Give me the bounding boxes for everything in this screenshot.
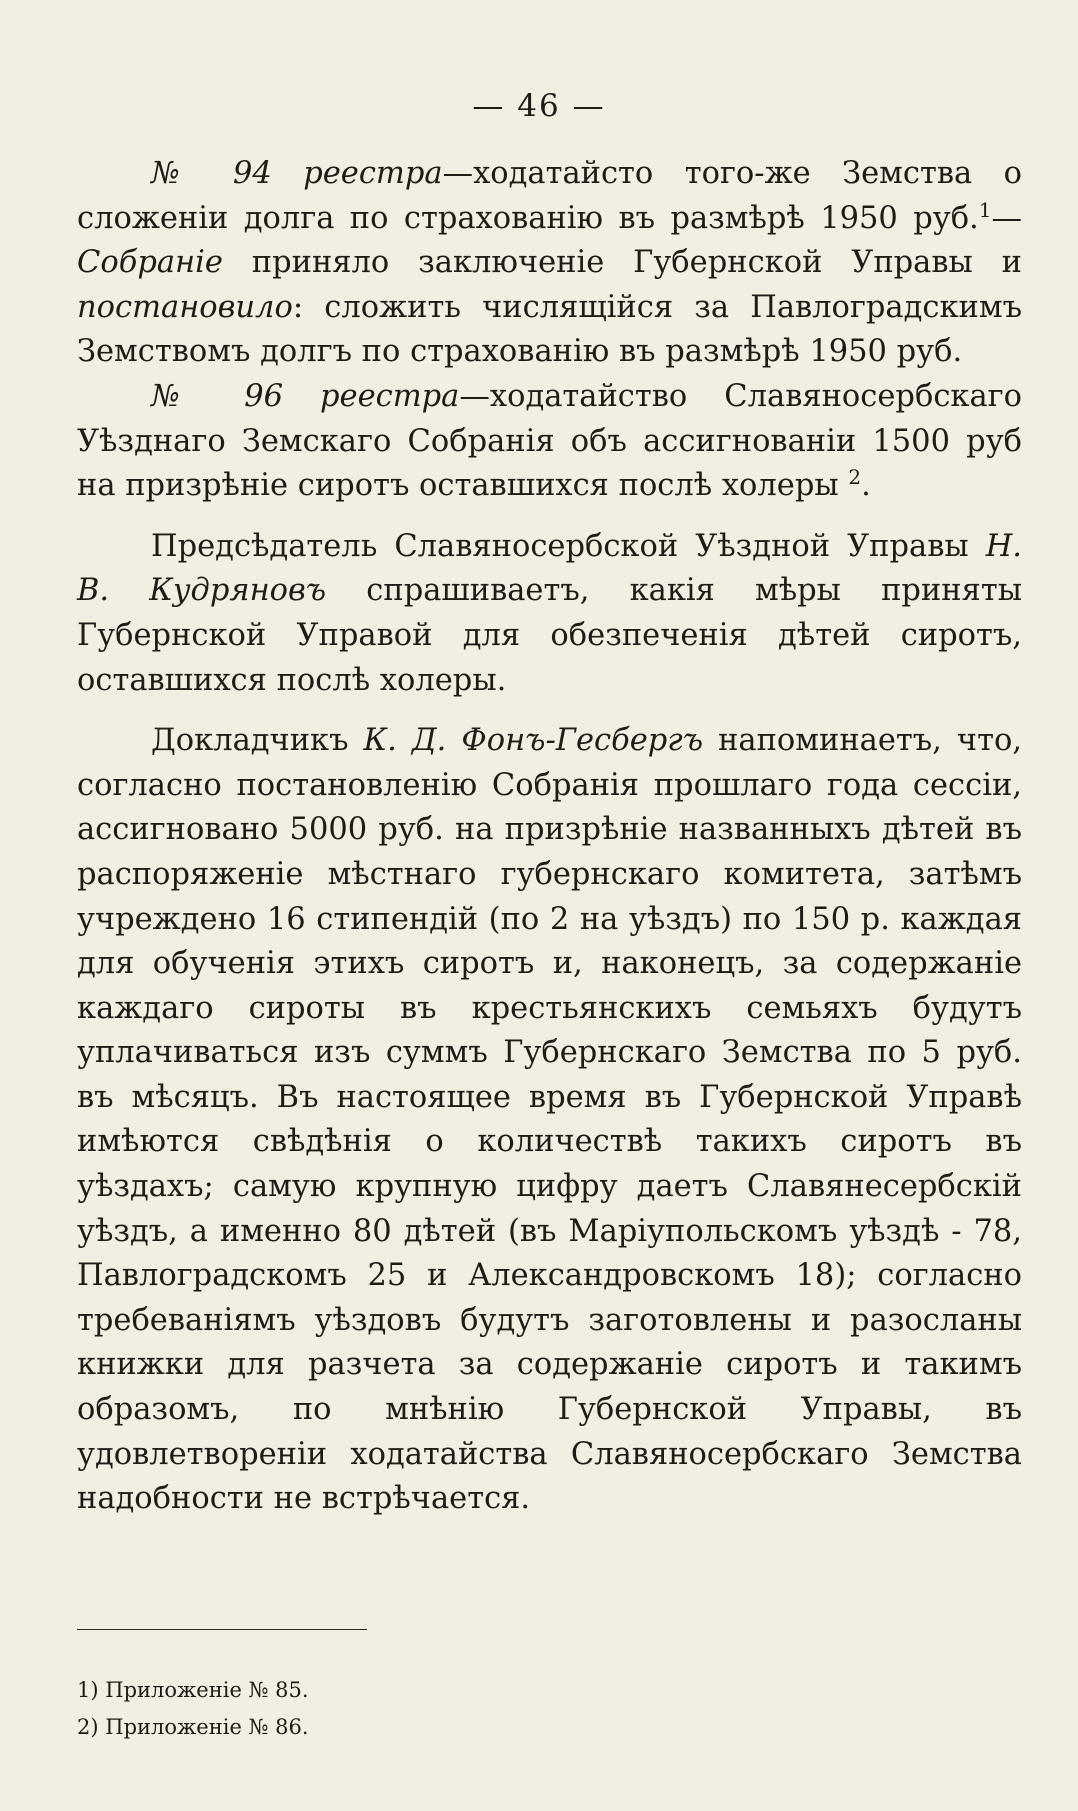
person-name: Н. В. Кудряновъ (77, 528, 1022, 609)
paragraph-rapporteur: Докладчикъ К. Д. Фонъ-Гесбергъ напоминаетъ, что, согласно постановленію Собранія прошлаго года сессіи, ассигновано 5000 руб. на призрѣніе названныхъ дѣтей въ распоряженіе мѣстнаго губернскаго комитета, затѣмъ учреждено 16 стипендій (по 2 на уѣздъ) по 150 р. каждая для обученія этихъ сиротъ и, наконецъ, за содержаніе каждаго сироты въ крестьянскихъ семьяхъ будутъ уплачиваться изъ суммъ Губернскаго Земства по 5 руб. въ мѣсяцъ. Въ настоящее время въ Губернской Управѣ имѣются свѣдѣнія о количествѣ такихъ сиротъ въ уѣздахъ; самую крупную цифру даетъ Славянесербскій уѣздъ, а именно 80 дѣтей (въ Маріупольскомъ уѣздѣ - 78, Павлоградскомъ 25 и Александровскомъ 18); согласно требеваніямъ уѣздовъ будутъ заготовлены и разосланы книжки для разчета за содержаніе сиротъ и такимъ образомъ, по мнѣнію Губернской Управы, въ удовлетвореніи ходатайства Славяносербскаго Земства надобности не встрѣчается. (77, 723, 1023, 1517)
footnote-divider (77, 1629, 367, 1630)
footnotes (77, 1672, 309, 1746)
footnote-1: 1) Приложеніе № 85. (77, 1678, 309, 1702)
person-name: К. Д. Фонъ-Гесбергъ (363, 723, 704, 759)
page-number: — 46 — (472, 88, 606, 124)
footnote-ref: 2 (848, 465, 862, 490)
paragraph-registry-96: № 96 реестра—ходатайство Славяносербскаго Уѣзднаго Земскаго Собранія объ ассигнованіи 1500 руб на призрѣніе сиротъ оставшихся послѣ холеры $^2$. (77, 378, 1022, 504)
paragraph-registry-94: № 94 реестра—ходатайсто того-же Земства о сложеніи долга по страхованію въ размѣрѣ 1950 руб.$^1$—Собраніе приняло заключеніе Губернской Управы и постановило: сложить числящійся за Павлоградскимъ Земствомъ долгъ по страхованію въ размѣрѣ 1950 руб. (77, 156, 1022, 370)
registry-label: № 94 реестра (151, 156, 443, 191)
paragraph-chairman: Предсѣдатель Славяносербской Уѣздной Управы Н. В. Кудряновъ спрашиваетъ, какія мѣры приняты Губернской Управой для обезпеченія дѣтей сиротъ, оставшихся послѣ холеры. (77, 528, 1022, 698)
footnote-ref: 1 (978, 197, 992, 222)
emphasis: постановило (77, 289, 293, 325)
registry-label: № 96 реестра (151, 378, 460, 414)
emphasis: Собраніе (77, 245, 223, 281)
body-text (77, 152, 1022, 1522)
footnote-2: 2) Приложеніе № 86. (77, 1715, 309, 1739)
